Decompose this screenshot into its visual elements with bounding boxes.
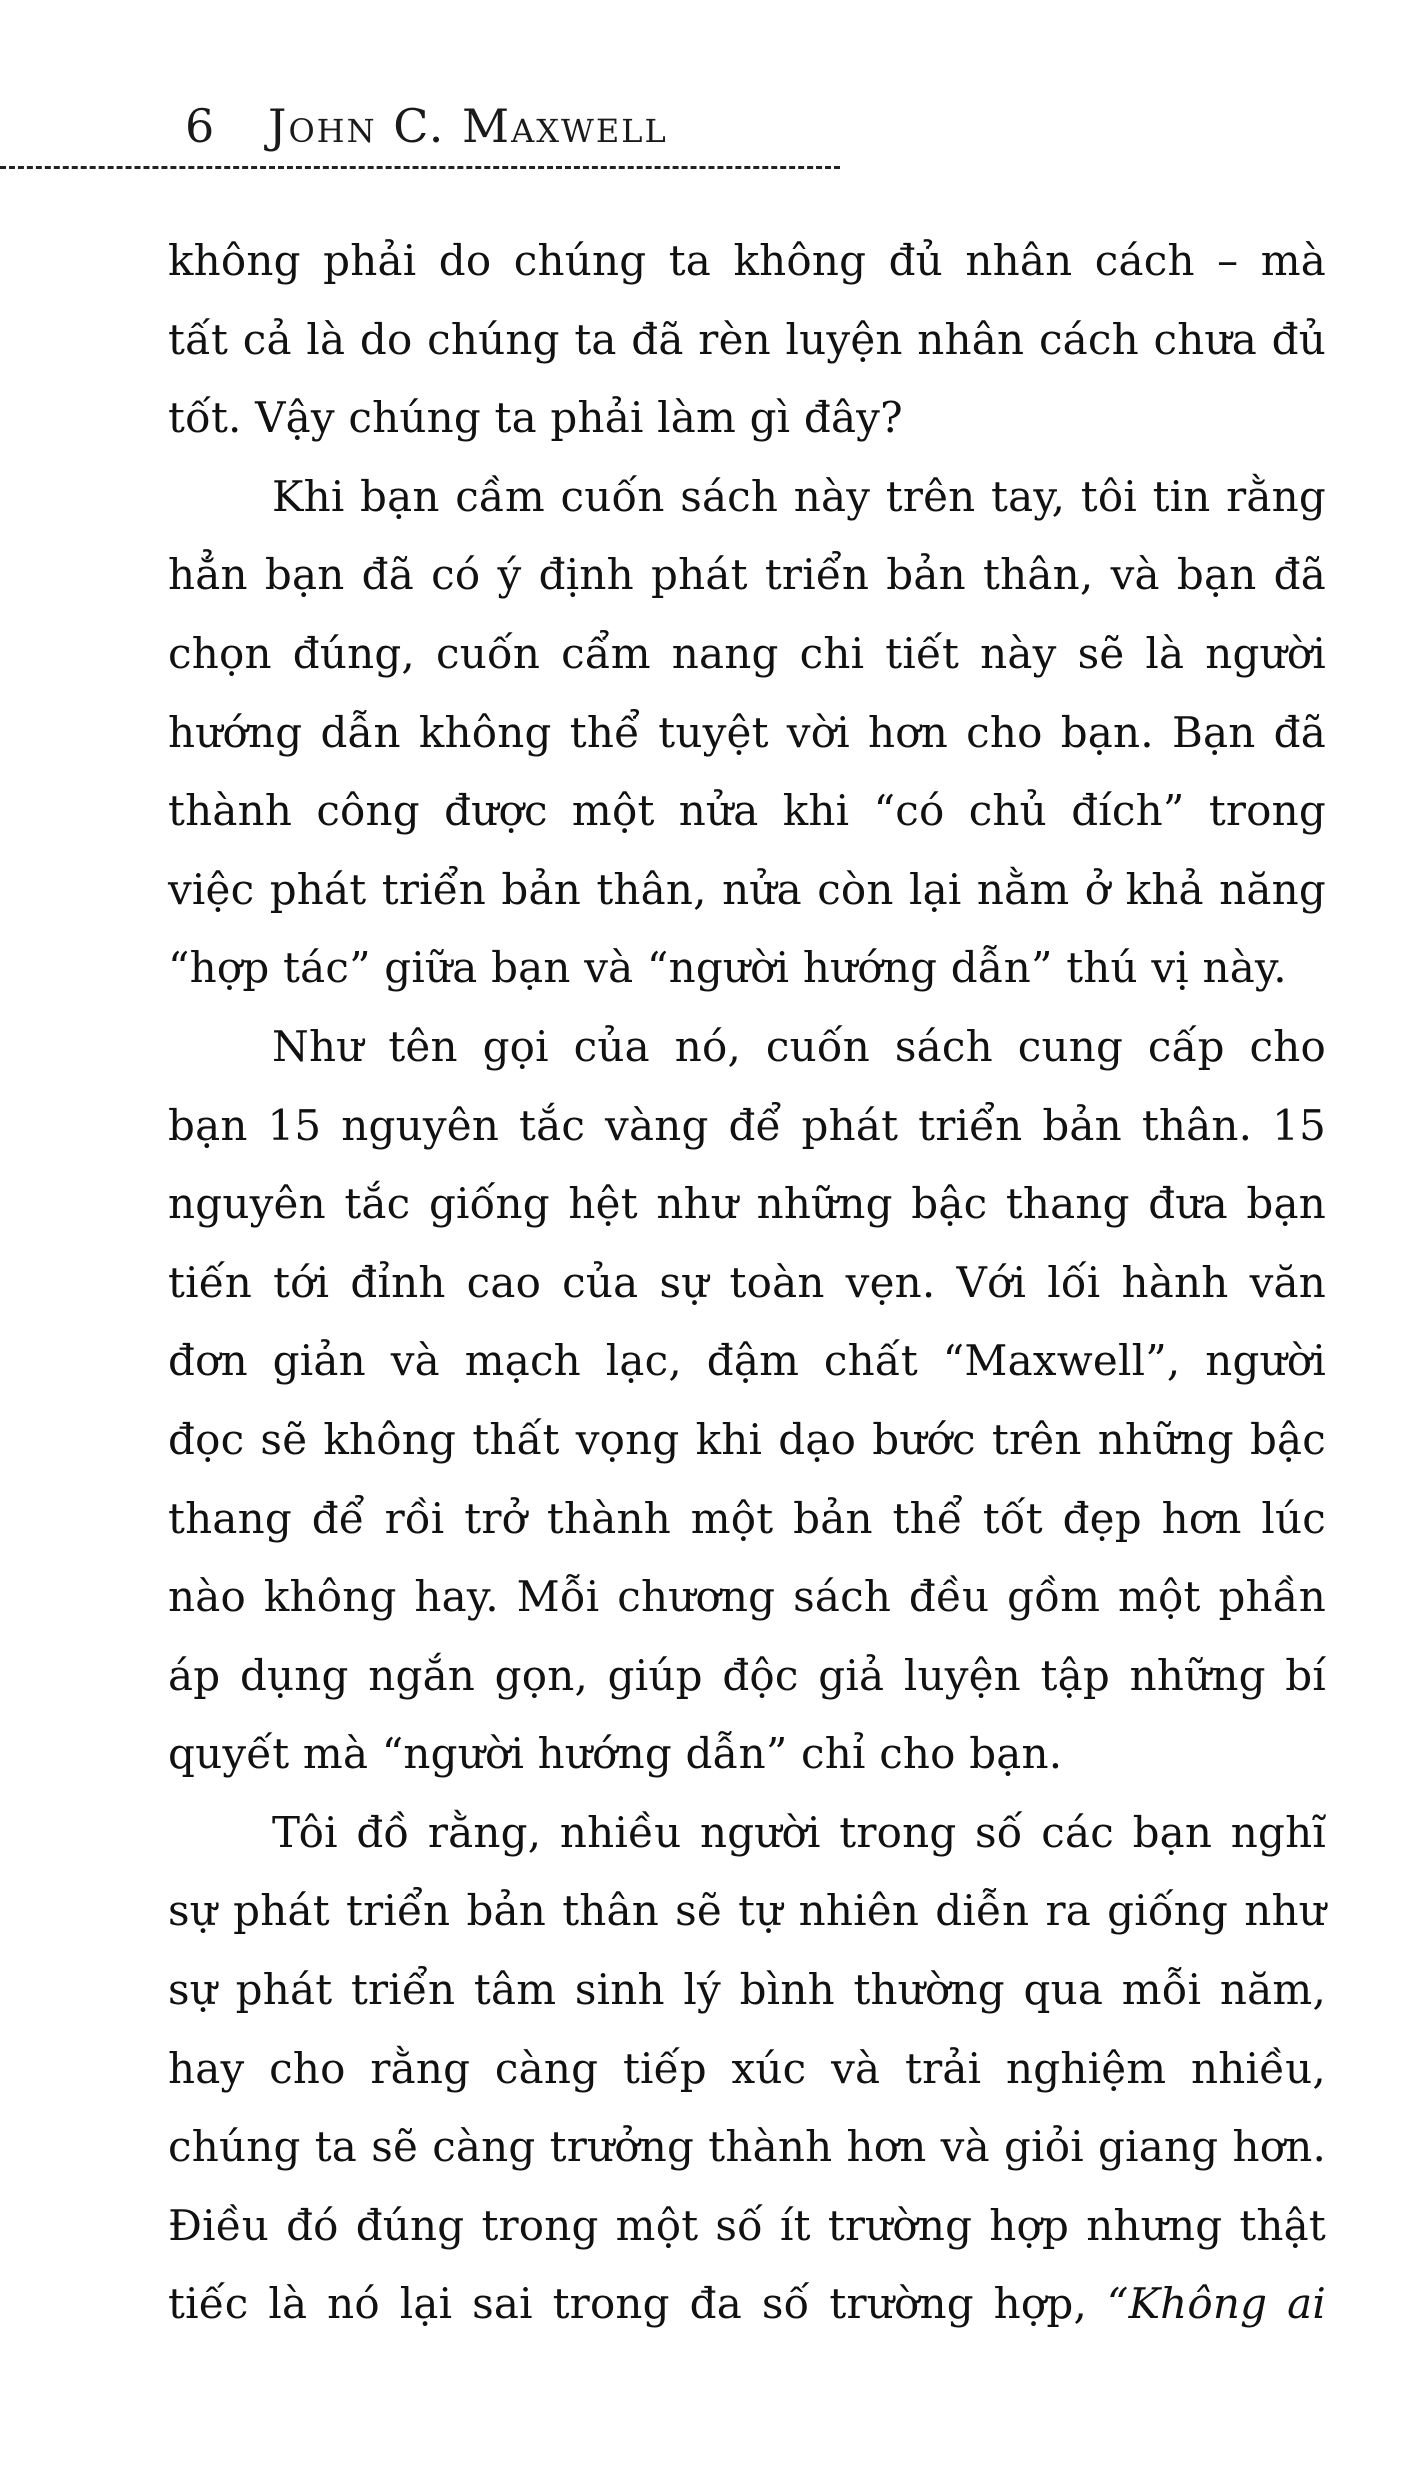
- header-dashed-rule: [0, 166, 840, 169]
- paragraph-2: [168, 458, 1326, 1008]
- text-line: quyết mà “người hướng dẫn” chỉ cho bạn.: [168, 1729, 1063, 1779]
- text-line: bạn 15 nguyên tắc vàng để phát triển bản thân. 15: [168, 1100, 1326, 1150]
- paragraph-3: [168, 1008, 1326, 1794]
- text-line: nguyên tắc giống hệt như những bậc thang đưa bạn: [168, 1179, 1326, 1229]
- page-number: 6: [185, 99, 215, 153]
- final-line-italic: “Không ai: [1106, 2279, 1326, 2329]
- text-line: hẳn bạn đã có ý định phát triển bản thân, và bạn đã: [168, 550, 1326, 600]
- text-line: thành công được một nửa khi “có chủ đích” trong: [168, 786, 1326, 836]
- text-line: chúng ta sẽ càng trưởng thành hơn và giỏi giang hơn.: [168, 2122, 1326, 2172]
- text-line: Như tên gọi của nó, cuốn sách cung cấp cho: [272, 1021, 1326, 1071]
- text-line-final: [168, 2265, 1326, 2344]
- author-name: John C. Maxwell: [268, 99, 668, 153]
- text-line: sự phát triển bản thân sẽ tự nhiên diễn ra giống như: [168, 1886, 1326, 1936]
- text-line: sự phát triển tâm sinh lý bình thường qua mỗi năm,: [168, 1965, 1326, 2015]
- text-line: tất cả là do chúng ta đã rèn luyện nhân cách chưa đủ: [168, 314, 1326, 364]
- text-line: tốt. Vậy chúng ta phải làm gì đây?: [168, 393, 903, 443]
- body-text: [168, 222, 1326, 2344]
- final-line-roman: tiếc là nó lại sai trong đa số trường hợp,: [168, 2279, 1088, 2329]
- paragraph-1: [168, 222, 1326, 458]
- text-line: Tôi đồ rằng, nhiều người trong số các bạn nghĩ: [272, 1807, 1326, 1857]
- text-line: “hợp tác” giữa bạn và “người hướng dẫn” thú vị này.: [168, 943, 1287, 993]
- text-line: hay cho rằng càng tiếp xúc và trải nghiệm nhiều,: [168, 2043, 1326, 2093]
- text-line: đọc sẽ không thất vọng khi dạo bước trên những bậc: [168, 1414, 1326, 1464]
- running-head: [0, 70, 860, 160]
- text-line: tiến tới đỉnh cao của sự toàn vẹn. Với lối hành văn: [168, 1257, 1326, 1307]
- text-line: áp dụng ngắn gọn, giúp độc giả luyện tập những bí: [168, 1650, 1326, 1700]
- text-line: Khi bạn cầm cuốn sách này trên tay, tôi tin rằng: [272, 471, 1326, 521]
- text-line: nào không hay. Mỗi chương sách đều gồm một phần: [168, 1572, 1326, 1622]
- text-line: thang để rồi trở thành một bản thể tốt đẹp hơn lúc: [168, 1493, 1326, 1543]
- text-line: Điều đó đúng trong một số ít trường hợp nhưng thật: [168, 2200, 1326, 2250]
- paragraph-4: [168, 1794, 1326, 2344]
- text-line: việc phát triển bản thân, nửa còn lại nằm ở khả năng: [168, 864, 1326, 914]
- text-line: hướng dẫn không thể tuyệt vời hơn cho bạn. Bạn đã: [168, 707, 1326, 757]
- text-line: không phải do chúng ta không đủ nhân cách – mà: [168, 236, 1326, 285]
- text-line: chọn đúng, cuốn cẩm nang chi tiết này sẽ là người: [168, 628, 1326, 678]
- text-line: đơn giản và mạch lạc, đậm chất “Maxwell”, người: [168, 1336, 1326, 1386]
